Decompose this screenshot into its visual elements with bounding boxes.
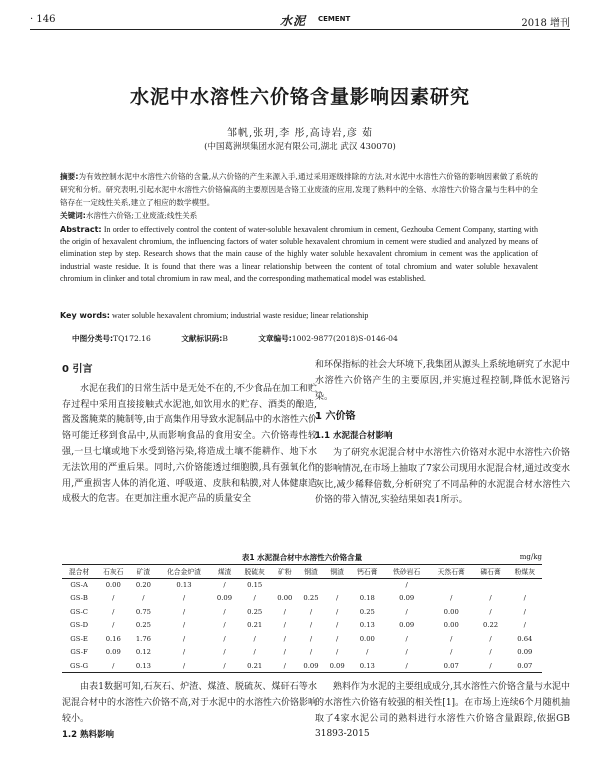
table-cell: /: [405, 581, 408, 589]
table-cell: /: [523, 621, 526, 630]
table-cell: 0.09: [399, 594, 415, 603]
table-cell: 0.64: [517, 634, 533, 643]
table-cell: /: [142, 594, 145, 603]
table-row: [62, 605, 542, 619]
table-cell: 0.09: [517, 648, 533, 657]
table-cell: 0.00: [443, 621, 459, 630]
table-cell: 0.07: [443, 661, 459, 670]
table-header-cell: 铜渣: [330, 568, 344, 577]
table-cell: /: [450, 634, 453, 643]
table-cell: /: [309, 634, 313, 643]
table-cell: /: [112, 661, 115, 670]
table-cell: /: [523, 607, 526, 616]
keywords-zh-label: 关键词:: [60, 211, 86, 220]
table-header-cell: 粉煤灰: [514, 568, 536, 577]
table-cell: 0.13: [359, 661, 375, 670]
table-cell: /: [405, 661, 408, 670]
table-cell: /: [335, 634, 339, 643]
table-header-cell: 化合金炉渣: [166, 568, 201, 577]
table-cell: GS-F: [70, 648, 88, 657]
clc-value: TQ172.16: [113, 334, 151, 343]
subsection-1-1-heading: 1.1 水泥混合材影响: [315, 431, 393, 442]
table-cell: 0.25: [247, 607, 263, 616]
table-cell: 0.00: [359, 634, 375, 643]
abstract-zh-text: 为有效控制水泥中水溶性六价铬的含量,从六价铬的产生来源入手,通过采用逐级排除的方法,对水泥中水溶性六价铬的影响因素做了系统的研究和分析。研究表明,引起水泥中水溶性六价铬偏高的主要原因是含铬工业废渣的应用,发现了熟料中的全铬、水溶性六价铬含量与生料中的全铬存在一定线性关系,建立了相应的数学模型。: [60, 172, 538, 207]
table-cell: /: [405, 634, 408, 643]
abstract-zh-label: 摘要:: [60, 172, 79, 181]
table-header-cell: 混合材: [68, 568, 90, 577]
table-cell: /: [253, 648, 256, 657]
doc-code-label: 文献标识码:: [181, 334, 223, 343]
subsection-1-1-paragraph: 为了研究水泥混合材中水溶性六价铬对水泥中水溶性六价铬的影响情况,在市场上抽取了7家公司现用水泥混合材,通过改变水灰比,减少稀释倍数,分析研究了不同品种的水泥混合材水溶性六价铬的带入情况,实验结果如表1所示。: [315, 447, 570, 506]
table-cell: /: [309, 648, 313, 657]
table-cell: /: [523, 594, 526, 603]
table-row: [62, 619, 542, 633]
table-cell: /: [253, 594, 256, 603]
table-cell: /: [309, 607, 313, 616]
table-cell: /: [182, 607, 186, 616]
table-1: [62, 552, 542, 673]
page-header: [30, 12, 570, 30]
table-cell: /: [309, 621, 313, 630]
table-header-cell: 钢渣: [304, 568, 318, 577]
table-cell: /: [182, 634, 186, 643]
table-header-cell: 钙石膏: [357, 568, 378, 577]
table-cell: [429, 578, 474, 592]
table-header-cell: 脱硫灰: [244, 568, 265, 577]
table-cell: /: [223, 581, 226, 589]
classification-line: [72, 333, 532, 344]
article-no-label: 文章编号:: [258, 334, 292, 343]
table-cell: /: [223, 648, 226, 657]
table-cell: 0.09: [105, 648, 121, 657]
table-cell: 0.18: [359, 594, 375, 603]
table-cell: 0.13: [135, 661, 151, 670]
table-cell: 0.07: [517, 661, 533, 670]
table-cell: /: [489, 607, 492, 616]
table-1-caption-row: [62, 552, 542, 564]
table-header-cell: 石灰石: [103, 568, 124, 577]
table-cell: GS-C: [70, 607, 88, 616]
table-cell: 0.13: [176, 581, 192, 589]
table-cell: 0.20: [135, 581, 151, 589]
table-cell: 0.00: [277, 594, 293, 603]
table-cell: /: [182, 594, 186, 603]
page-number: · 146: [30, 14, 56, 25]
article-title: 水泥中水溶性六价铬含量影响因素研究: [129, 86, 470, 108]
table-body: [62, 578, 542, 673]
table-cell: /: [283, 621, 286, 630]
table-cell: /: [450, 594, 453, 603]
table-cell: 0.09: [399, 621, 415, 630]
table-cell: /: [405, 648, 408, 657]
table-cell: 0.25: [303, 594, 319, 603]
table-row: [62, 646, 542, 660]
table-cell: GS-A: [70, 581, 88, 589]
clc-label: 中图分类号:: [72, 334, 114, 343]
table-header-cell: 煤渣: [217, 568, 232, 577]
article-authors: 邹帆,张玥,李 彤,高诗岩,彦 茹: [226, 128, 374, 139]
section-0-heading: 0 引言: [62, 364, 93, 375]
table-header-cell: 磷石膏: [480, 568, 501, 577]
table-cell: 0.00: [443, 607, 459, 616]
table-cell: [350, 578, 384, 592]
table-cell: /: [223, 607, 226, 616]
table-cell: /: [283, 607, 286, 616]
table-cell: /: [335, 594, 339, 603]
table-cell: [508, 578, 542, 592]
table-cell: 0.21: [247, 661, 263, 670]
table-header-row: [62, 565, 542, 579]
section-1-heading: 1 六价铬: [315, 411, 356, 423]
table-cell: /: [335, 607, 339, 616]
bottom-left-column: [62, 680, 317, 745]
table-cell: /: [223, 634, 226, 643]
table-cell: 0.00: [105, 581, 121, 589]
table-cell: [272, 578, 298, 592]
table-cell: /: [182, 621, 186, 630]
abstract-en-text: In order to effectively control the content of water-soluble hexavalent chromium in cement, Gezhouba Cement Company, starting with the origin of hexavalent chromium, the influencing factors of water soluble hexavalent chromium in cement were studied and analyzed by means of elimination step by step. Research shows that the main cause of the highly water soluble hexavalent chromium in cement was the application of industrial waste residue. It is found that there was a linear relationship between the content of total chromium and water soluble hexavalent chromium in clinker and total chromium in raw meal, and the corresponding mathematical model was established.: [60, 225, 538, 283]
table-cell: 0.22: [483, 621, 499, 630]
keywords-zh-text: 水溶性六价铬;工业废渣;线性关系: [85, 211, 198, 220]
table-cell: 0.09: [216, 594, 233, 603]
table-cell: GS-E: [70, 634, 88, 643]
table-cell: /: [223, 661, 226, 670]
table-1-grid: [62, 564, 542, 673]
abstract-zh: [60, 170, 538, 209]
table-cell: [324, 578, 350, 592]
keywords-en-label: Key words:: [60, 311, 111, 320]
table-row: [62, 632, 542, 646]
table-cell: 0.09: [329, 661, 345, 670]
table-cell: 0.16: [105, 634, 121, 643]
table-row: [62, 592, 542, 606]
table-row: [62, 659, 542, 673]
table-cell: GS-B: [70, 594, 88, 603]
table-header-cell: 天然石膏: [437, 568, 465, 577]
table-cell: /: [283, 634, 286, 643]
table-cell: /: [489, 594, 492, 603]
table-row: [62, 578, 542, 592]
table-cell: /: [182, 648, 186, 657]
table-cell: [298, 578, 324, 592]
table-cell: /: [450, 648, 453, 657]
table-cell: GS-G: [70, 661, 89, 670]
table-cell: 1.76: [135, 634, 151, 643]
table-cell: /: [283, 648, 286, 657]
table-cell: /: [489, 648, 492, 657]
keywords-en-text: water soluble hexavalent chromium; industrial waste residue; linear relationship: [112, 311, 369, 320]
table-cell: /: [489, 634, 492, 643]
bottom-left-paragraph: 由表1数据可知,石灰石、炉渣、煤渣、脱硫灰、煤矸石等水泥混合材中的水溶性六价铬不高,对于水泥中的水溶性六价铬影响较小。: [62, 682, 317, 724]
table-cell: /: [112, 621, 115, 630]
table-cell: /: [335, 648, 339, 657]
bottom-right-paragraph: 熟料作为水泥的主要组成成分,其水溶性六价铬含量与水泥中的水溶性六价铬有较强的相关性[1]。在市场上连续6个月随机抽取了4家水泥公司的熟料进行水溶性六价铬含量跟踪,依据GB 31893-2015: [315, 682, 570, 740]
doc-code-value: B: [222, 334, 228, 343]
article-affiliation: (中国葛洲坝集团水泥有限公司,湖北 武汉 430070): [204, 142, 396, 152]
table-cell: /: [335, 621, 339, 630]
table-cell: /: [112, 607, 115, 616]
abstract-en: [60, 224, 538, 285]
table-cell: /: [223, 621, 226, 630]
issue-label: 2018 增刊: [521, 18, 570, 29]
table-cell: /: [182, 661, 186, 670]
table-cell: /: [283, 661, 286, 670]
article-no-value: 1002-9877(2018)S-0146-04: [291, 334, 398, 343]
table-1-caption: 表1 水泥混合材中水溶性六价铬含量: [241, 553, 363, 562]
table-cell: /: [366, 648, 369, 657]
table-cell: 0.25: [359, 607, 375, 616]
table-header-cell: 铁砂岩石: [393, 568, 421, 577]
table-cell: /: [489, 661, 492, 670]
abstract-en-label: Abstract:: [60, 225, 102, 234]
table-cell: /: [112, 594, 115, 603]
subsection-1-2-heading: 1.2 熟料影响: [62, 730, 115, 741]
table-cell: /: [253, 634, 256, 643]
table-cell: 0.21: [247, 621, 263, 630]
table-cell: 0.13: [359, 621, 375, 630]
table-header-cell: 矿渣: [136, 568, 151, 577]
bottom-right-column: [315, 680, 570, 743]
table-cell: 0.15: [247, 581, 263, 589]
keywords-zh: [60, 209, 538, 222]
left-column: [62, 358, 317, 508]
table-cell: GS-D: [70, 621, 89, 630]
keywords-en: [60, 309, 538, 322]
table-cell: 0.12: [135, 648, 151, 657]
table-cell: /: [405, 607, 408, 616]
table-cell: 0.09: [303, 661, 319, 670]
right-top-paragraph: 和环保指标的社会大环境下,我集团从源头上系统地研究了水泥中水溶性六价铬产生的主要原因,并实施过程控制,降低水泥铬污染。: [315, 360, 570, 402]
section-0-paragraph: 水泥在我们的日常生活中是无处不在的,不少食品在加工和贮存过程中采用直接接触式水泥池,如饮用水的贮存、酒类的酿造,酱及酱腌菜的腌制等,由于高集作用导致水泥制品中的水溶性六价铬可能迁移到食品中,从而影响食品的食用安全。六价铬毒性较强,一旦七壤或地下水受到铬污染,将造成土壤不能耕作、地下水无法饮用的严重后果。同时,六价铬能透过细胞膜,具有强氧化作用,严重损害人体的消化道、呼吸道、皮肤和粘膜,对人体健康造成极大的危害。在更加注重水泥产品的质量安全: [62, 383, 317, 505]
table-cell: 0.75: [135, 607, 151, 616]
table-cell: [473, 578, 507, 592]
right-column: [315, 358, 570, 509]
journal-logo: 水泥: [280, 14, 307, 28]
table-cell: 0.25: [135, 621, 151, 630]
table-header-cell: 矿粉: [278, 568, 292, 577]
table-1-unit: mg/kg: [519, 553, 542, 561]
journal-logo-en: CEMENT: [318, 15, 351, 23]
